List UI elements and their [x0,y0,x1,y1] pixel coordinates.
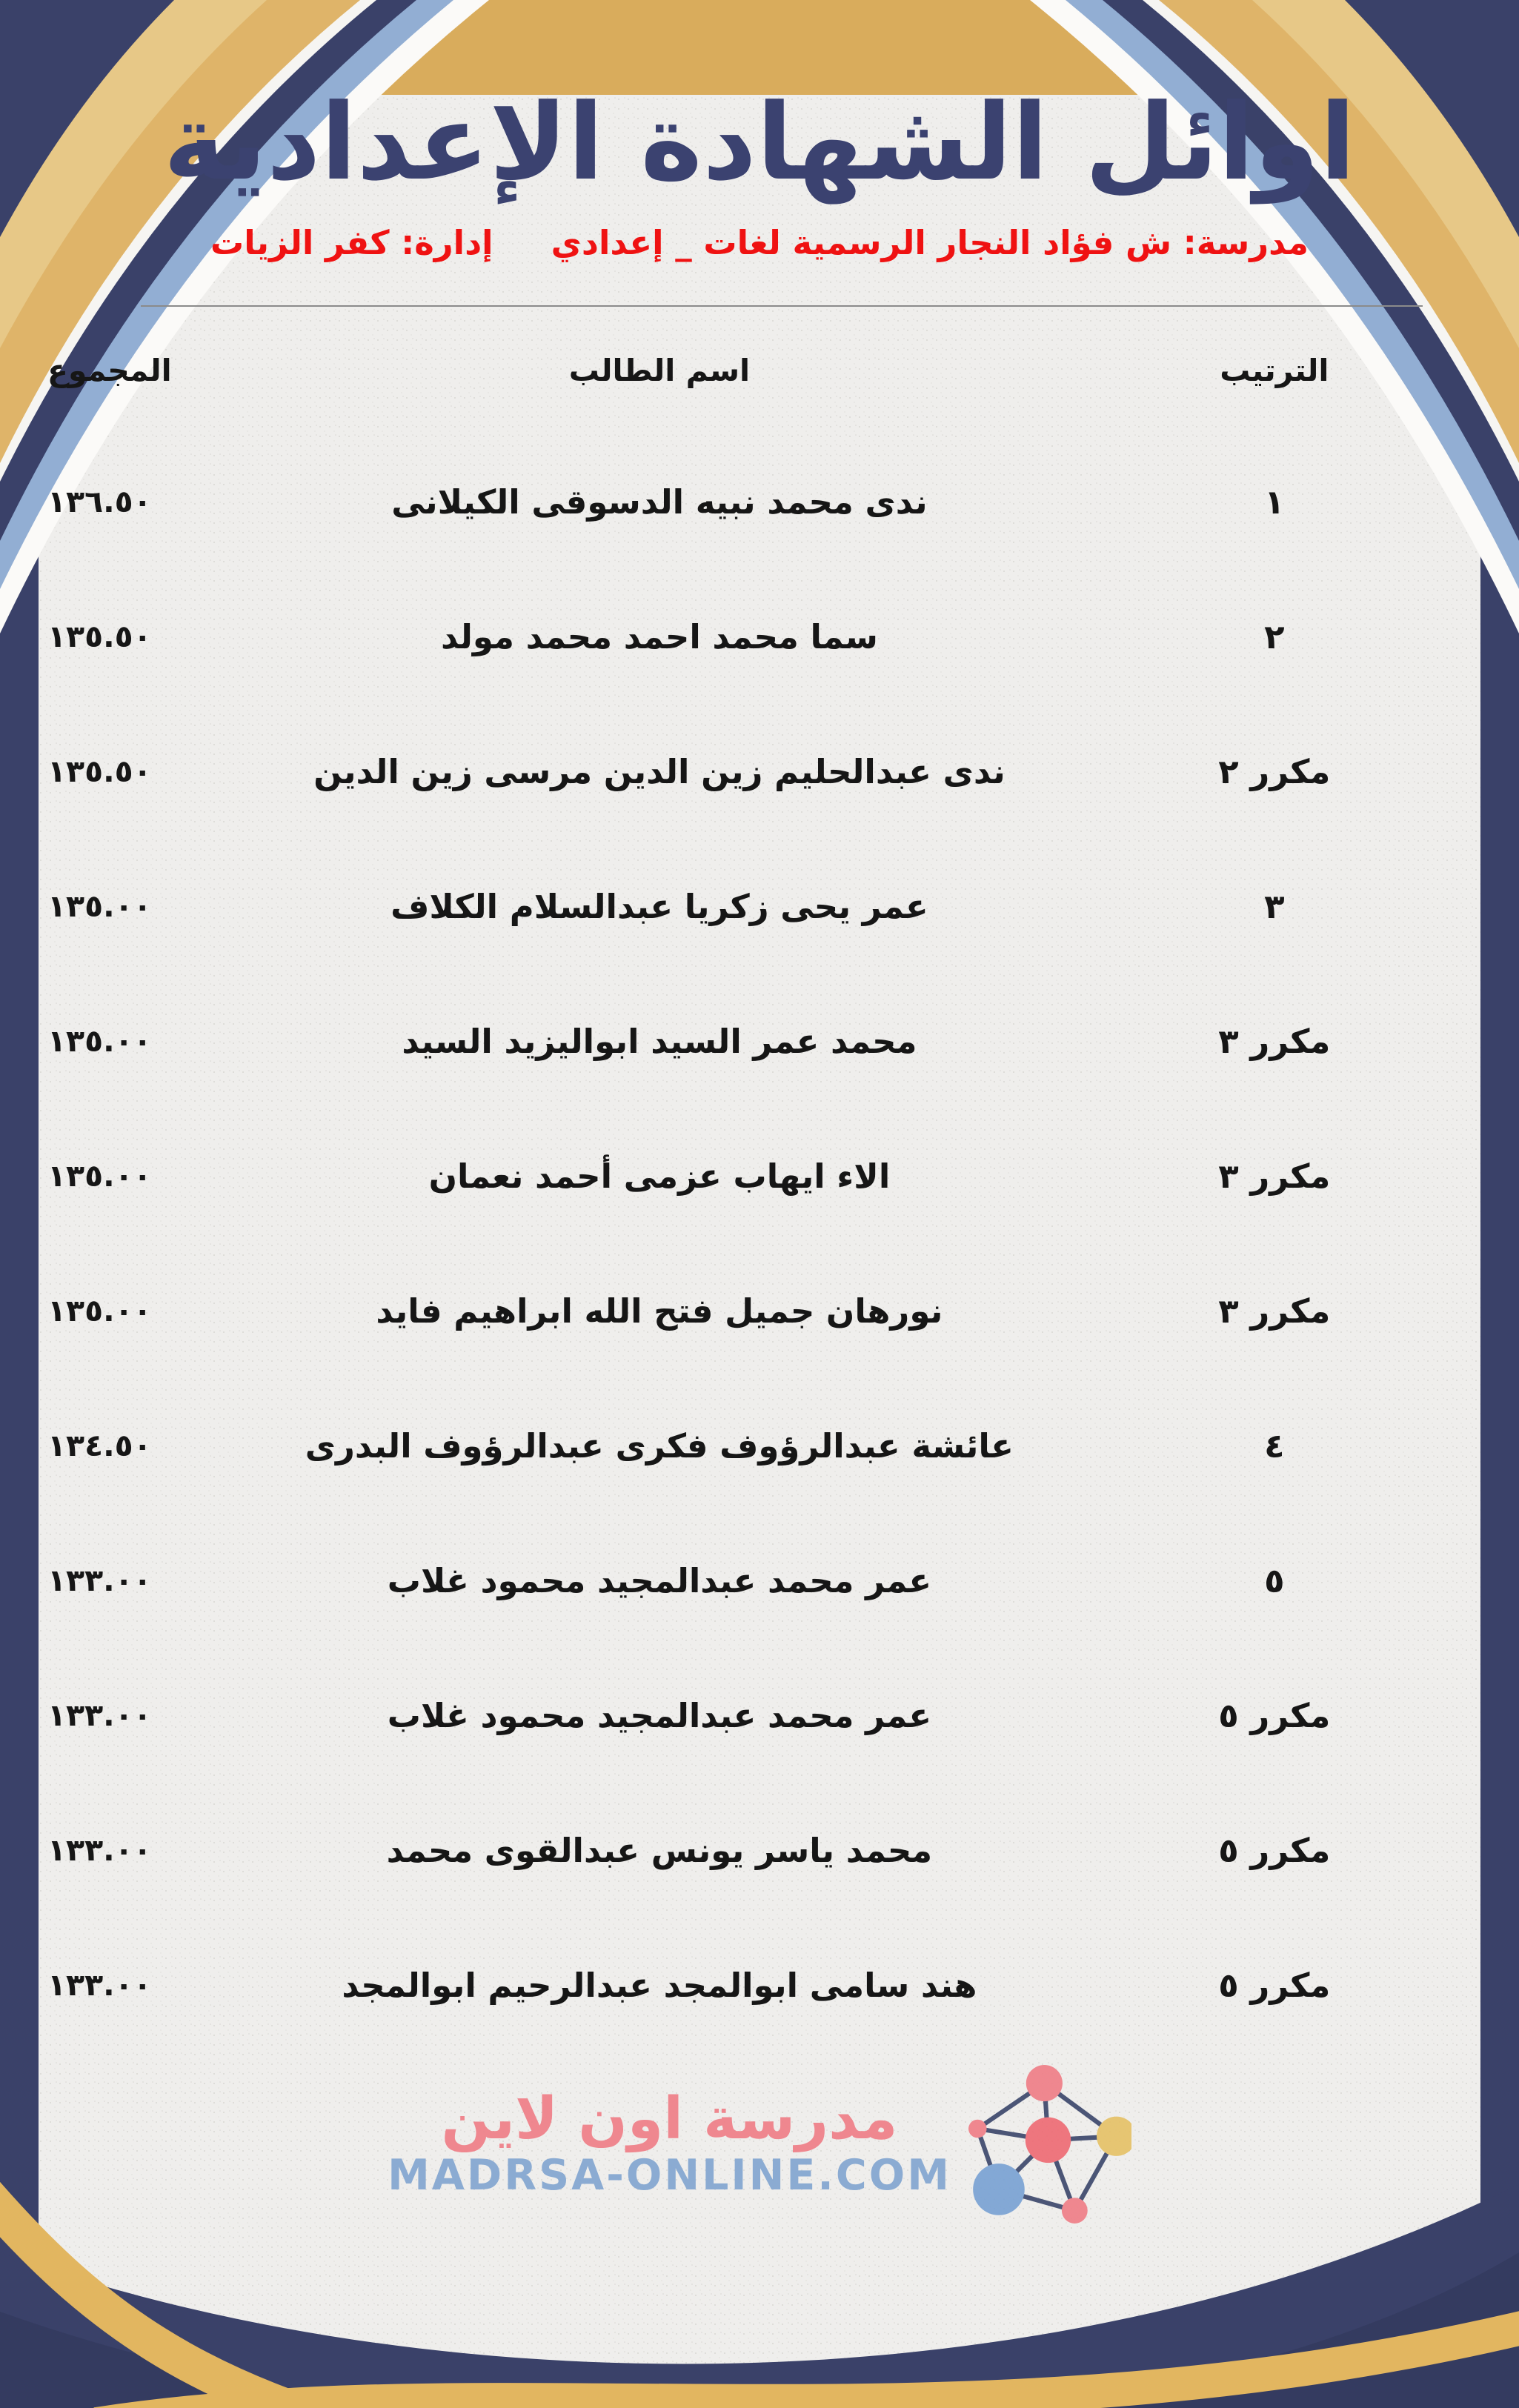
total-cell: ١٣٥.٠٠ [47,1293,152,1329]
table-row [44,1513,1475,1648]
student-name-cell: سما محمد احمد محمد مولد [440,616,878,656]
table-row [44,434,1475,569]
table-row [44,1243,1475,1378]
student-name-cell: محمد ياسر يونس عبدالقوى محمد [386,1830,933,1870]
student-name-cell: عمر محمد عبدالمجيد محمود غلاب [387,1560,932,1600]
table-header-row [44,307,1475,434]
network-graph-icon [965,2064,1131,2224]
administration-name: إدارة: كفر الزيات [210,223,493,263]
total-cell: ١٣٥.٠٠ [47,888,152,925]
total-cell: ١٣٣.٠٠ [47,1832,152,1869]
student-name-cell: ندى عبدالحليم زين الدين مرسى زين الدين [313,751,1006,791]
site-watermark [0,2064,1519,2224]
header-rank: الترتيب [1220,353,1329,389]
rank-cell: مكرر ٥ [1218,1965,1331,2005]
total-cell: ١٣٥.٠٠ [47,1023,152,1060]
total-cell: ١٣٣.٠٠ [47,1967,152,2003]
results-table [44,307,1475,2052]
rank-cell: مكرر ٣ [1218,1021,1331,1061]
rank-cell: ١ [1264,482,1285,522]
total-cell: ١٣٣.٠٠ [47,1563,152,1599]
table-row [44,704,1475,839]
rank-cell: ٥ [1264,1560,1285,1600]
rank-cell: مكرر ٥ [1218,1695,1331,1735]
table-row [44,1783,1475,1918]
table-row [44,1108,1475,1243]
logo-text [388,2085,951,2200]
table-row [44,569,1475,704]
rank-cell: ٤ [1264,1426,1285,1466]
total-cell: ١٣٤.٥٠ [47,1428,152,1464]
total-cell: ١٣٥.٥٠ [47,754,152,790]
total-cell: ١٣٣.٠٠ [47,1697,152,1734]
total-cell: ١٣٥.٥٠ [47,619,152,655]
logo-domain: MADRSA-ONLINE.COM [388,2150,951,2200]
logo-arabic-name: مدرسة اون لاين [441,2085,898,2152]
table-row [44,1918,1475,2052]
student-name-cell: الاء ايهاب عزمى أحمد نعمان [428,1156,891,1196]
student-name-cell: عمر محمد عبدالمجيد محمود غلاب [387,1695,932,1735]
rank-cell: ٢ [1264,616,1285,656]
header-name: اسم الطالب [568,353,751,389]
header-total: المجموع [47,353,172,389]
page-title: اوائل الشهادة الإعدادية [163,82,1356,204]
rank-cell: مكرر ٣ [1218,1156,1331,1196]
rank-cell: مكرر ٢ [1218,751,1331,791]
student-name-cell: عمر يحى زكريا عبدالسلام الكلاف [390,886,928,926]
school-line [0,223,1519,262]
total-cell: ١٣٦.٥٠ [47,484,152,520]
student-name-cell: ندى محمد نبيه الدسوقى الكيلانى [391,482,928,522]
rank-cell: مكرر ٥ [1218,1830,1331,1870]
table-row [44,1378,1475,1513]
rank-cell: مكرر ٣ [1218,1291,1331,1331]
student-name-cell: عائشة عبدالرؤوف فكرى عبدالرؤوف البدرى [305,1426,1014,1466]
total-cell: ١٣٥.٠٠ [47,1158,152,1194]
table-row [44,839,1475,974]
table-row [44,974,1475,1108]
student-name-cell: هند سامى ابوالمجد عبدالرحيم ابوالمجد [342,1965,977,2005]
school-name: مدرسة: ش فؤاد النجار الرسمية لغات _ إعدادي [551,223,1309,263]
student-name-cell: محمد عمر السيد ابواليزيد السيد [402,1021,917,1061]
table-row [44,1648,1475,1783]
rank-cell: ٣ [1264,886,1285,926]
student-name-cell: نورهان جميل فتح الله ابراهيم فايد [376,1291,943,1331]
